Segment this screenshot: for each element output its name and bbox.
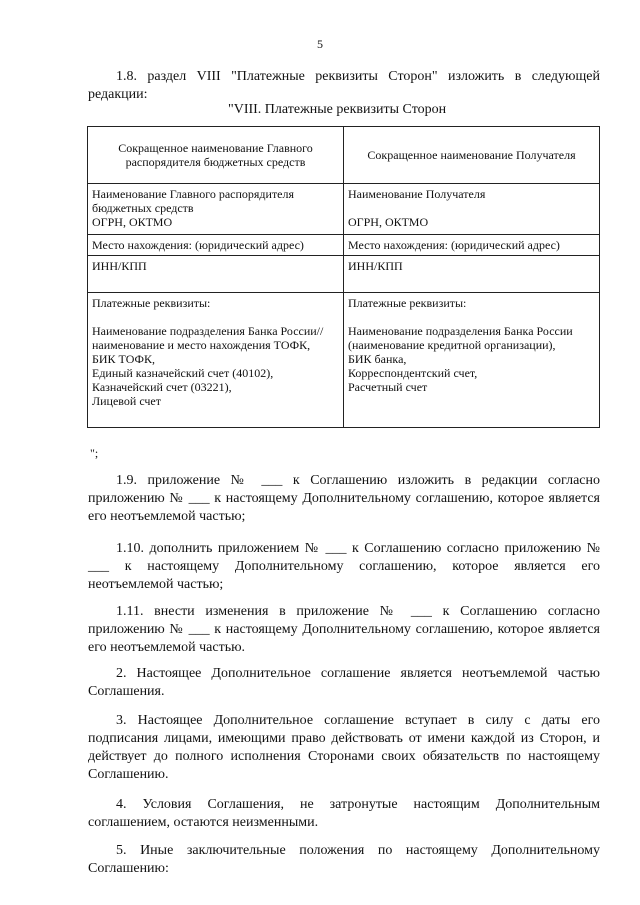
table-cell	[88, 293, 344, 428]
table-cell: ИНН/КПП	[344, 256, 600, 293]
table-cell	[344, 184, 600, 235]
table-cell	[344, 293, 600, 428]
cell-line: Наименование подразделения Банка России (наименование кредитной организации),	[348, 324, 573, 352]
cell-line: Казначейский счет (03221),	[92, 380, 232, 394]
table-row	[88, 235, 600, 256]
paragraph-3: 3. Настоящее Дополнительное соглашение вступает в силу с даты его подписания лицами, имеющими право действовать от имени каждой из Сторон, и действует до полного исполнения Сторонами своих обязательств по настоящему Соглашению.	[88, 713, 600, 782]
table-cell	[88, 184, 344, 235]
section-heading: "VIII. Платежные реквизиты Сторон	[228, 102, 447, 117]
cell-line: Единый казначейский счет (40102),	[92, 366, 274, 380]
table-header-right: Сокращенное наименование Получателя	[344, 127, 600, 184]
paragraph-2: 2. Настоящее Дополнительное соглашение является неотъемлемой частью Соглашения.	[88, 666, 600, 699]
intro-paragraph: 1.8. раздел VIII "Платежные реквизиты Сторон" изложить в следующей редакции:	[88, 69, 600, 102]
cell-line: ОГРН, ОКТМО	[348, 215, 429, 229]
paragraph-4: 4. Условия Соглашения, не затронутые настоящим Дополнительным соглашением, остаются неизменными.	[88, 797, 600, 830]
cell-title: Платежные реквизиты:	[348, 296, 467, 310]
table-cell: Место нахождения: (юридический адрес)	[88, 235, 344, 256]
table-header-left: Сокращенное наименование Главного распорядителя бюджетных средств	[88, 127, 344, 184]
cell-line: Наименование Получателя	[348, 187, 486, 201]
cell-line: ОГРН, ОКТМО	[92, 215, 173, 229]
paragraph-5: 5. Иные заключительные положения по настоящему Дополнительному Соглашению:	[88, 843, 600, 876]
table-row	[88, 256, 600, 293]
cell-line: Наименование подразделения Банка России//наименование и место нахождения ТОФК,	[92, 324, 324, 352]
table-closing-quote: ";	[90, 446, 99, 460]
table-cell: Место нахождения: (юридический адрес)	[344, 235, 600, 256]
table-cell: ИНН/КПП	[88, 256, 344, 293]
table-row	[88, 293, 600, 428]
cell-line: Лицевой счет	[92, 394, 162, 408]
payment-details-table	[87, 126, 600, 428]
cell-line: Расчетный счет	[348, 380, 428, 394]
paragraph-1-9: 1.9. приложение № ___ к Соглашению изложить в редакции согласно приложению № ___ к настоящему Дополнительному соглашению, которое является его неотъемлемой частью;	[88, 473, 600, 524]
cell-title: Платежные реквизиты:	[92, 296, 211, 310]
paragraph-1-11: 1.11. внести изменения в приложение № ___ к Соглашению согласно приложению № ___ к настоящему Дополнительному соглашению, которое является его неотъемлемой частью.	[88, 604, 600, 655]
page-number: 5	[317, 37, 323, 51]
cell-line: Корреспондентский счет,	[348, 366, 478, 380]
cell-line: БИК банка,	[348, 352, 407, 366]
cell-line: Наименование Главного распорядителя бюджетных средств	[92, 187, 295, 215]
paragraph-1-10: 1.10. дополнить приложением № ___ к Соглашению согласно приложению № ___ к настоящему Дополнительному соглашению, которое является его неотъемлемой частью;	[88, 541, 600, 592]
table-header-row	[88, 127, 600, 184]
table-row	[88, 184, 600, 235]
cell-line: БИК ТОФК,	[92, 352, 156, 366]
